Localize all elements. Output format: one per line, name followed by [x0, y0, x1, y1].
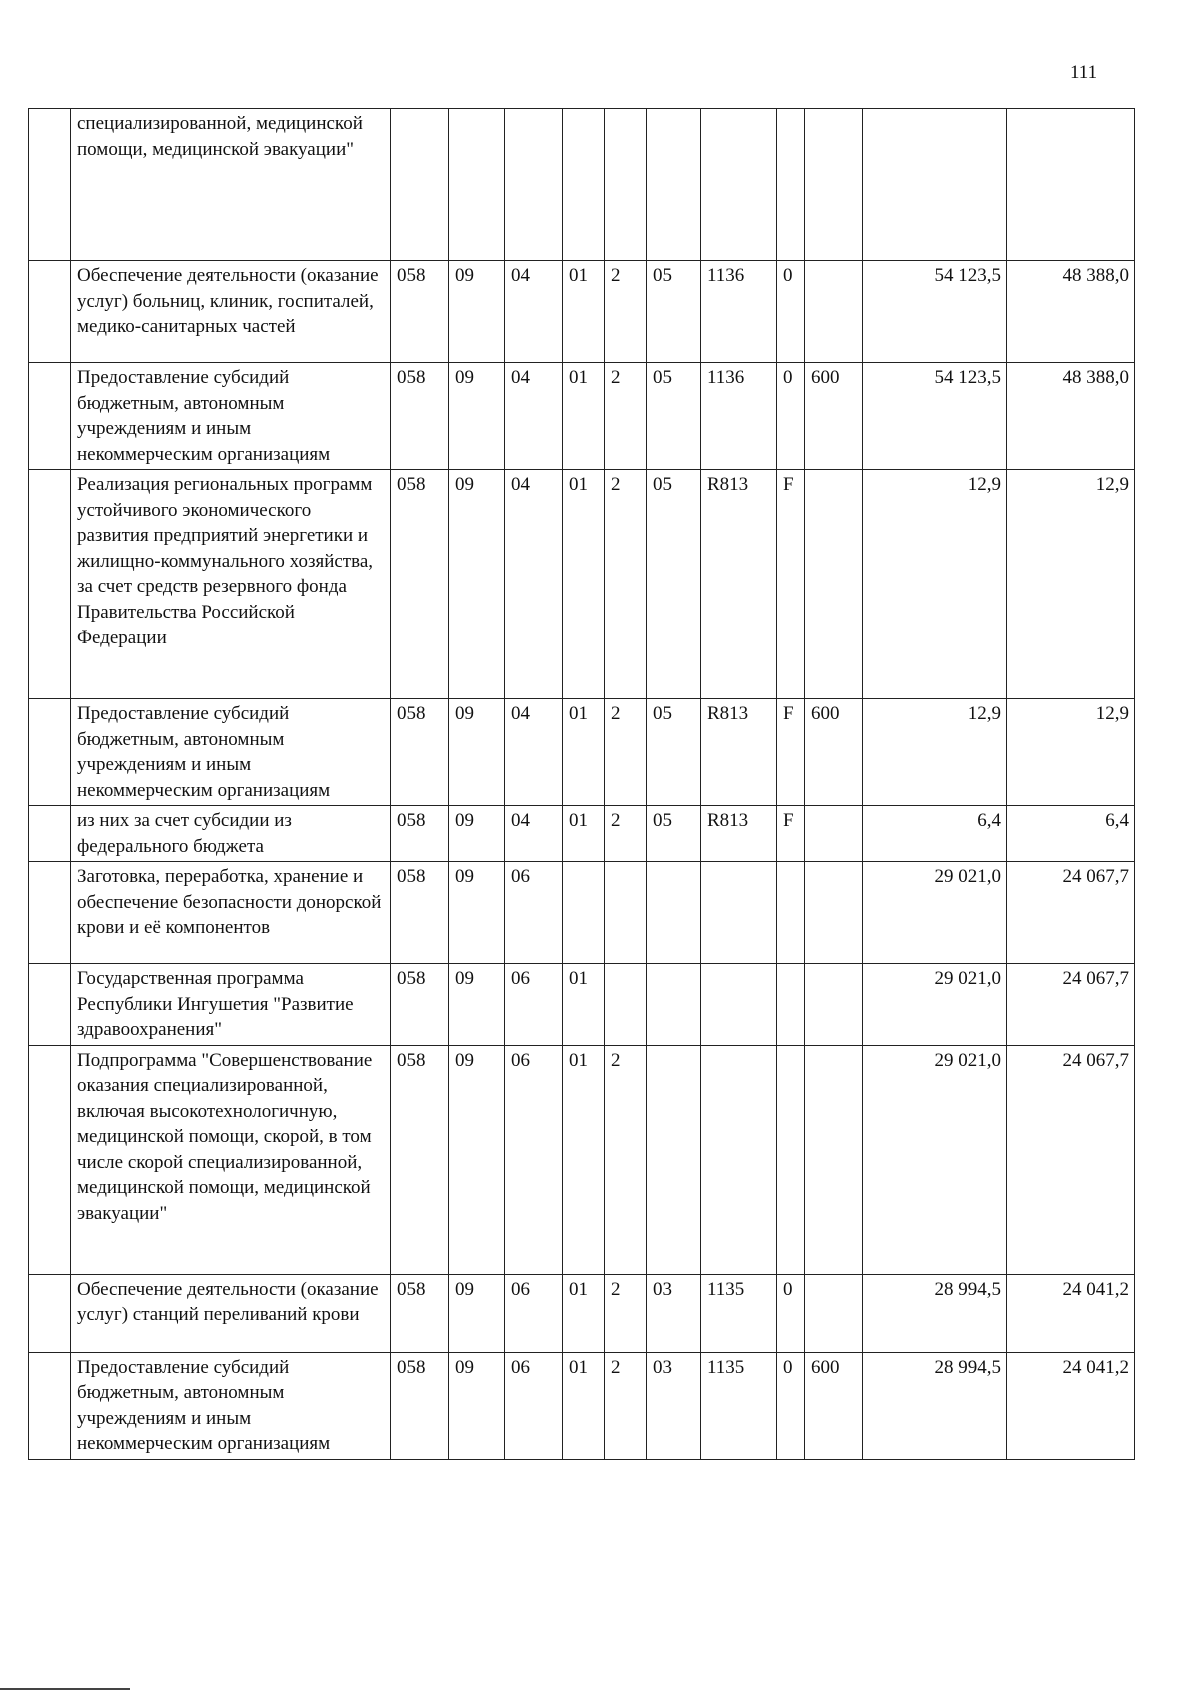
code-cell-6: 05 [647, 261, 701, 363]
code-cell-9: 600 [805, 363, 863, 470]
code-cell-9 [805, 1274, 863, 1352]
code-cell-4: 01 [563, 964, 605, 1046]
code-cell-3: 06 [505, 1045, 563, 1274]
code-cell-8 [777, 862, 805, 964]
code-cell-4: 01 [563, 806, 605, 862]
code-cell-5: 2 [605, 1045, 647, 1274]
code-cell-7 [701, 964, 777, 1046]
value-cell-1 [863, 109, 1007, 261]
code-cell-6: 05 [647, 806, 701, 862]
row-index-cell [29, 363, 71, 470]
code-cell-3: 04 [505, 806, 563, 862]
value-cell-2: 24 041,2 [1007, 1352, 1135, 1459]
code-cell-2: 09 [449, 806, 505, 862]
row-index-cell [29, 261, 71, 363]
table-row [29, 1045, 1135, 1274]
code-cell-9: 600 [805, 699, 863, 806]
row-description: Государственная программа Республики Ингушетия "Развитие здравоохранения" [71, 964, 391, 1046]
code-cell-1: 058 [391, 261, 449, 363]
row-index-cell [29, 699, 71, 806]
row-description: Реализация региональных программ устойчивого экономического развития предприятий энергетики и жилищно-коммунального хозяйства, за счет средств резервного фонда Правительства Российской Федерации [71, 470, 391, 699]
code-cell-1: 058 [391, 964, 449, 1046]
code-cell-5: 2 [605, 470, 647, 699]
code-cell-2: 09 [449, 964, 505, 1046]
code-cell-2: 09 [449, 699, 505, 806]
value-cell-2: 24 041,2 [1007, 1274, 1135, 1352]
code-cell-2: 09 [449, 261, 505, 363]
value-cell-1: 12,9 [863, 470, 1007, 699]
code-cell-4: 01 [563, 261, 605, 363]
code-cell-7 [701, 862, 777, 964]
budget-table [28, 108, 1135, 1460]
code-cell-2: 09 [449, 1045, 505, 1274]
code-cell-7: 1135 [701, 1274, 777, 1352]
code-cell-2 [449, 109, 505, 261]
code-cell-6: 03 [647, 1274, 701, 1352]
code-cell-9 [805, 1045, 863, 1274]
code-cell-9 [805, 470, 863, 699]
code-cell-2: 09 [449, 470, 505, 699]
row-index-cell [29, 470, 71, 699]
code-cell-3: 06 [505, 1274, 563, 1352]
code-cell-5: 2 [605, 699, 647, 806]
code-cell-6 [647, 1045, 701, 1274]
row-index-cell [29, 1274, 71, 1352]
code-cell-1: 058 [391, 806, 449, 862]
value-cell-2: 6,4 [1007, 806, 1135, 862]
code-cell-5 [605, 109, 647, 261]
row-description: Заготовка, переработка, хранение и обеспечение безопасности донорской крови и её компонентов [71, 862, 391, 964]
bottom-edge-line [0, 1688, 130, 1690]
code-cell-4: 01 [563, 1045, 605, 1274]
code-cell-3: 04 [505, 470, 563, 699]
value-cell-2: 24 067,7 [1007, 964, 1135, 1046]
code-cell-8: F [777, 470, 805, 699]
value-cell-2: 24 067,7 [1007, 862, 1135, 964]
code-cell-4 [563, 862, 605, 964]
code-cell-6: 03 [647, 1352, 701, 1459]
code-cell-8 [777, 109, 805, 261]
code-cell-2: 09 [449, 1352, 505, 1459]
value-cell-2: 12,9 [1007, 699, 1135, 806]
table-row [29, 109, 1135, 261]
table-row [29, 862, 1135, 964]
row-description: специализированной, медицинской помощи, медицинской эвакуации" [71, 109, 391, 261]
value-cell-2: 12,9 [1007, 470, 1135, 699]
value-cell-1: 54 123,5 [863, 261, 1007, 363]
table-row [29, 363, 1135, 470]
code-cell-6: 05 [647, 470, 701, 699]
code-cell-8: F [777, 806, 805, 862]
table-row [29, 699, 1135, 806]
row-index-cell [29, 964, 71, 1046]
value-cell-1: 54 123,5 [863, 363, 1007, 470]
code-cell-5: 2 [605, 363, 647, 470]
value-cell-2 [1007, 109, 1135, 261]
code-cell-8: 0 [777, 1352, 805, 1459]
code-cell-4: 01 [563, 470, 605, 699]
code-cell-3: 04 [505, 699, 563, 806]
code-cell-7 [701, 109, 777, 261]
code-cell-9 [805, 862, 863, 964]
code-cell-1: 058 [391, 862, 449, 964]
code-cell-6: 05 [647, 699, 701, 806]
code-cell-5 [605, 862, 647, 964]
code-cell-3: 04 [505, 363, 563, 470]
code-cell-9 [805, 806, 863, 862]
value-cell-1: 6,4 [863, 806, 1007, 862]
row-index-cell [29, 862, 71, 964]
code-cell-4: 01 [563, 1274, 605, 1352]
table-row [29, 964, 1135, 1046]
code-cell-5: 2 [605, 806, 647, 862]
row-description: из них за счет субсидии из федерального бюджета [71, 806, 391, 862]
code-cell-1: 058 [391, 363, 449, 470]
row-description: Обеспечение деятельности (оказание услуг) больниц, клиник, госпиталей, медико-санитарных частей [71, 261, 391, 363]
table-row [29, 261, 1135, 363]
code-cell-5: 2 [605, 1352, 647, 1459]
code-cell-9 [805, 261, 863, 363]
code-cell-1: 058 [391, 1274, 449, 1352]
code-cell-2: 09 [449, 363, 505, 470]
code-cell-2: 09 [449, 862, 505, 964]
code-cell-8 [777, 1045, 805, 1274]
row-index-cell [29, 1352, 71, 1459]
value-cell-2: 24 067,7 [1007, 1045, 1135, 1274]
code-cell-1: 058 [391, 1045, 449, 1274]
row-index-cell [29, 109, 71, 261]
row-description: Обеспечение деятельности (оказание услуг) станций переливаний крови [71, 1274, 391, 1352]
code-cell-3: 06 [505, 964, 563, 1046]
value-cell-2: 48 388,0 [1007, 261, 1135, 363]
table-row [29, 470, 1135, 699]
code-cell-8: 0 [777, 1274, 805, 1352]
value-cell-1: 12,9 [863, 699, 1007, 806]
code-cell-4: 01 [563, 1352, 605, 1459]
code-cell-4: 01 [563, 363, 605, 470]
code-cell-6 [647, 109, 701, 261]
code-cell-9: 600 [805, 1352, 863, 1459]
code-cell-3: 06 [505, 1352, 563, 1459]
value-cell-1: 28 994,5 [863, 1274, 1007, 1352]
code-cell-1: 058 [391, 1352, 449, 1459]
row-description: Предоставление субсидий бюджетным, автономным учреждениям и иным некоммерческим организациям [71, 1352, 391, 1459]
code-cell-5: 2 [605, 261, 647, 363]
value-cell-1: 29 021,0 [863, 964, 1007, 1046]
code-cell-5 [605, 964, 647, 1046]
row-index-cell [29, 806, 71, 862]
code-cell-6 [647, 862, 701, 964]
row-description: Предоставление субсидий бюджетным, автономным учреждениям и иным некоммерческим организациям [71, 699, 391, 806]
code-cell-7: 1136 [701, 363, 777, 470]
code-cell-4: 01 [563, 699, 605, 806]
code-cell-4 [563, 109, 605, 261]
code-cell-9 [805, 964, 863, 1046]
code-cell-3: 06 [505, 862, 563, 964]
row-index-cell [29, 1045, 71, 1274]
table-row [29, 1352, 1135, 1459]
table-row [29, 1274, 1135, 1352]
value-cell-1: 29 021,0 [863, 862, 1007, 964]
value-cell-1: 29 021,0 [863, 1045, 1007, 1274]
code-cell-7: 1136 [701, 261, 777, 363]
code-cell-7: 1135 [701, 1352, 777, 1459]
code-cell-9 [805, 109, 863, 261]
table-row [29, 806, 1135, 862]
code-cell-7 [701, 1045, 777, 1274]
code-cell-7: R813 [701, 699, 777, 806]
page-number: 111 [1070, 62, 1098, 83]
code-cell-8 [777, 964, 805, 1046]
code-cell-6 [647, 964, 701, 1046]
code-cell-6: 05 [647, 363, 701, 470]
row-description: Предоставление субсидий бюджетным, автономным учреждениям и иным некоммерческим организациям [71, 363, 391, 470]
value-cell-1: 28 994,5 [863, 1352, 1007, 1459]
code-cell-3: 04 [505, 261, 563, 363]
code-cell-3 [505, 109, 563, 261]
code-cell-8: 0 [777, 261, 805, 363]
code-cell-7: R813 [701, 470, 777, 699]
code-cell-1: 058 [391, 699, 449, 806]
code-cell-8: F [777, 699, 805, 806]
code-cell-8: 0 [777, 363, 805, 470]
code-cell-5: 2 [605, 1274, 647, 1352]
code-cell-1: 058 [391, 470, 449, 699]
code-cell-1 [391, 109, 449, 261]
code-cell-2: 09 [449, 1274, 505, 1352]
value-cell-2: 48 388,0 [1007, 363, 1135, 470]
code-cell-7: R813 [701, 806, 777, 862]
row-description: Подпрограмма "Совершенствование оказания специализированной, включая высокотехнологичную, медицинской помощи, скорой, в том числе скорой специализированной, медицинской помощи, медицинской эвакуации" [71, 1045, 391, 1274]
